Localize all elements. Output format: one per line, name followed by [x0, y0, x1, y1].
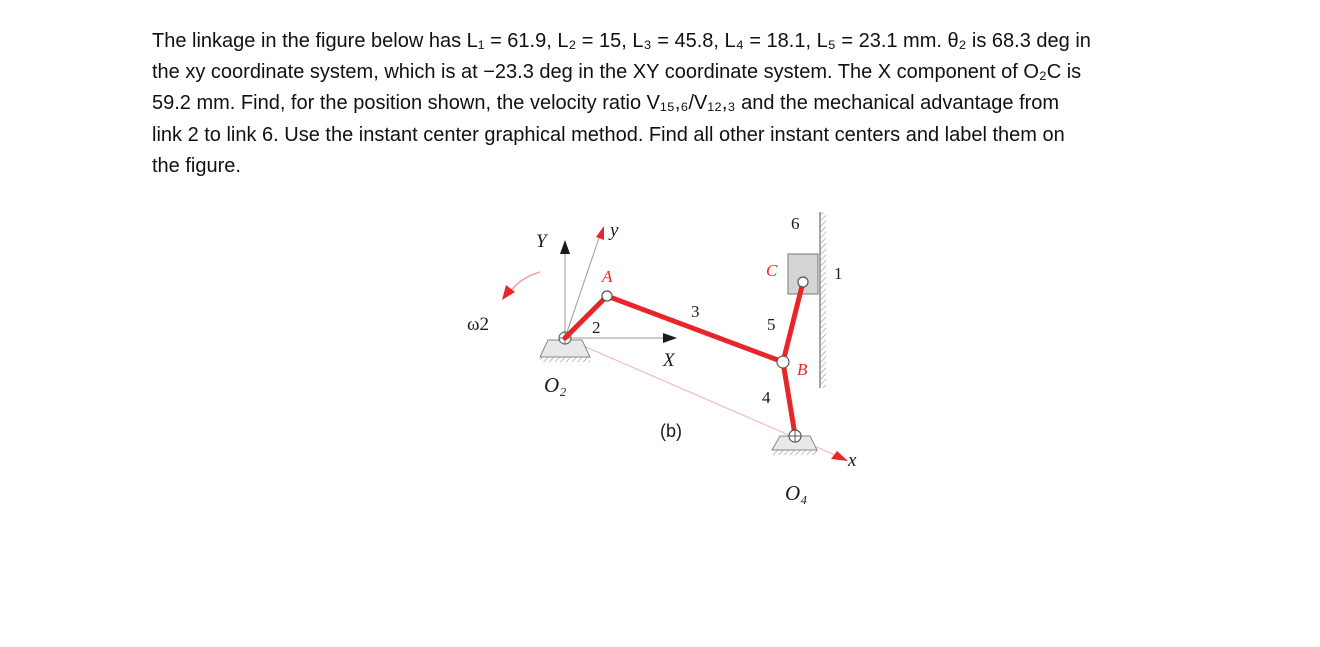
joint-C	[798, 277, 808, 287]
figure-caption: (b)	[660, 421, 682, 441]
axis-X-label: X	[663, 350, 675, 371]
link-4-label: 4	[762, 388, 771, 407]
pivot-O2-label: O₂	[544, 373, 567, 397]
axis-y-label: y	[610, 220, 619, 241]
problem-line-1: The linkage in the figure below has L₁ = 61.9, L₂ = 15, L₃ = 45.8, L₄ = 18.1, L₅ = 23.1 mm. θ₂ is 68.3 deg in	[152, 30, 1091, 52]
joint-B	[777, 356, 789, 368]
x-axis-arrowhead	[663, 333, 677, 343]
joint-A	[602, 291, 612, 301]
point-B-label: B	[797, 360, 808, 379]
problem-line-3: 59.2 mm. Find, for the position shown, the velocity ratio V₁₅,₆/V₁₂,₃ and the mechanical advantage from	[152, 92, 1060, 115]
local-x-arrowhead	[831, 451, 848, 461]
problem-line-4: link 2 to link 6. Use the instant center graphical method. Find all other instant centers and label them on	[152, 123, 1065, 146]
link-2	[565, 296, 607, 338]
point-C-label: C	[766, 261, 778, 280]
link-1-label: 1	[834, 264, 843, 283]
problem-line-5: the figure.	[152, 154, 241, 177]
axis-x-label: x	[848, 450, 857, 471]
link-5-label: 5	[767, 315, 776, 334]
point-A-label: A	[602, 267, 613, 286]
link-3-label: 3	[691, 302, 700, 321]
joint-O4	[789, 430, 801, 442]
links	[565, 282, 803, 435]
y-axis-arrowhead	[560, 240, 570, 254]
omega-arrow	[502, 272, 540, 300]
ground-wall	[820, 212, 826, 388]
omega-label: ω2	[467, 314, 490, 335]
link-6-label: 6	[791, 214, 800, 233]
link-2-label: 2	[592, 318, 601, 337]
link-4	[783, 362, 795, 435]
local-y-arrowhead	[596, 226, 604, 240]
problem-line-2: the xy coordinate system, which is at −23.3 deg in the XY coordinate system. The X component of O₂C is	[152, 61, 1082, 84]
axis-Y-label: Y	[536, 231, 547, 252]
pivot-O4-label: O₄	[785, 481, 808, 505]
